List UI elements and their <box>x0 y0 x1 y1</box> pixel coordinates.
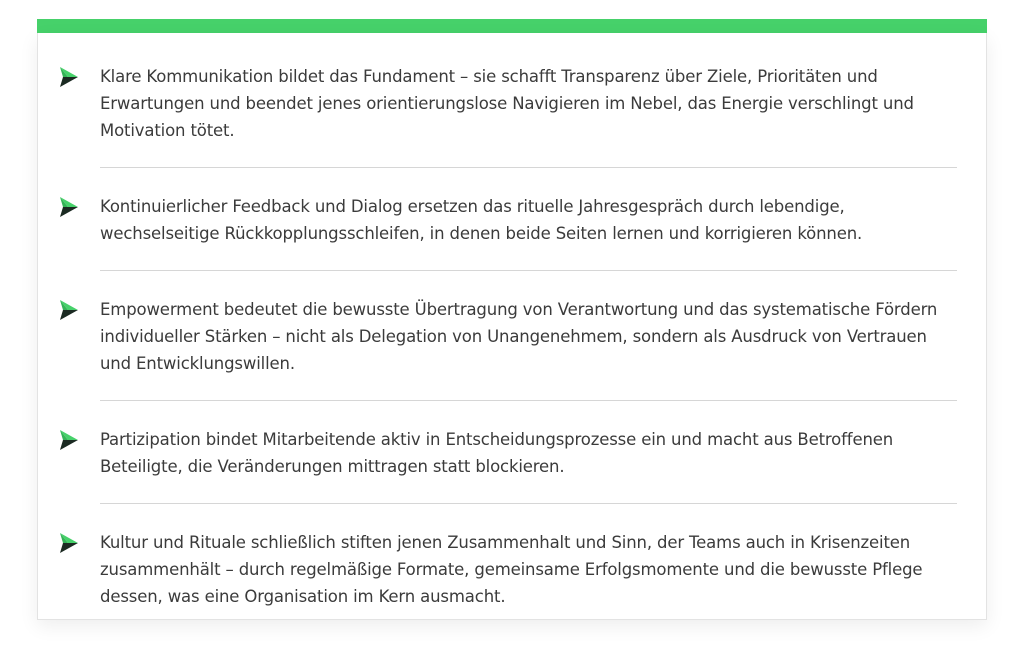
divider <box>100 167 957 168</box>
list-item-text: Klare Kommunikation bildet das Fundament – sie schafft Transparenz über Ziele, Prioritäten und Erwartungen und beendet jenes orientierungslose Navigieren im Nebel, das Energie verschlingt und Motivation tötet. <box>100 67 914 140</box>
chevron-right-icon <box>58 532 80 554</box>
divider <box>100 400 957 401</box>
chevron-right-icon <box>58 429 80 451</box>
list-item-text: Kultur und Rituale schließlich stiften jenen Zusammenhalt und Sinn, der Teams auch in Krisenzeiten zusammenhält – durch regelmäßige Formate, gemeinsame Erfolgsmomente und die bewusste Pflege dessen, was eine Organisation im Kern ausmacht. <box>100 533 923 606</box>
divider <box>100 503 957 504</box>
list-item <box>58 296 957 377</box>
list-item-text: Partizipation bindet Mitarbeitende aktiv in Entscheidungsprozesse ein und macht aus Betroffenen Beteiligte, die Veränderungen mittragen statt blockieren. <box>100 430 894 476</box>
chevron-right-icon <box>58 66 80 88</box>
content-card <box>37 19 987 620</box>
divider <box>100 270 957 271</box>
list-item <box>58 426 957 480</box>
accent-top-bar <box>37 19 987 33</box>
list-item <box>58 529 957 610</box>
chevron-right-icon <box>58 196 80 218</box>
bullet-list <box>37 33 987 620</box>
list-item <box>58 193 957 247</box>
list-item <box>58 63 957 144</box>
list-item-text: Empowerment bedeutet die bewusste Übertragung von Verantwortung und das systematische Fördern individueller Stärken – nicht als Delegation von Unangenehmem, sondern als Ausdruck von Vertrauen und Entwicklungswillen. <box>100 300 938 373</box>
chevron-right-icon <box>58 299 80 321</box>
list-item-text: Kontinuierlicher Feedback und Dialog ersetzen das rituelle Jahresgespräch durch lebendige, wechselseitige Rückkopplungsschleifen, in denen beide Seiten lernen und korrigieren können. <box>100 197 863 243</box>
